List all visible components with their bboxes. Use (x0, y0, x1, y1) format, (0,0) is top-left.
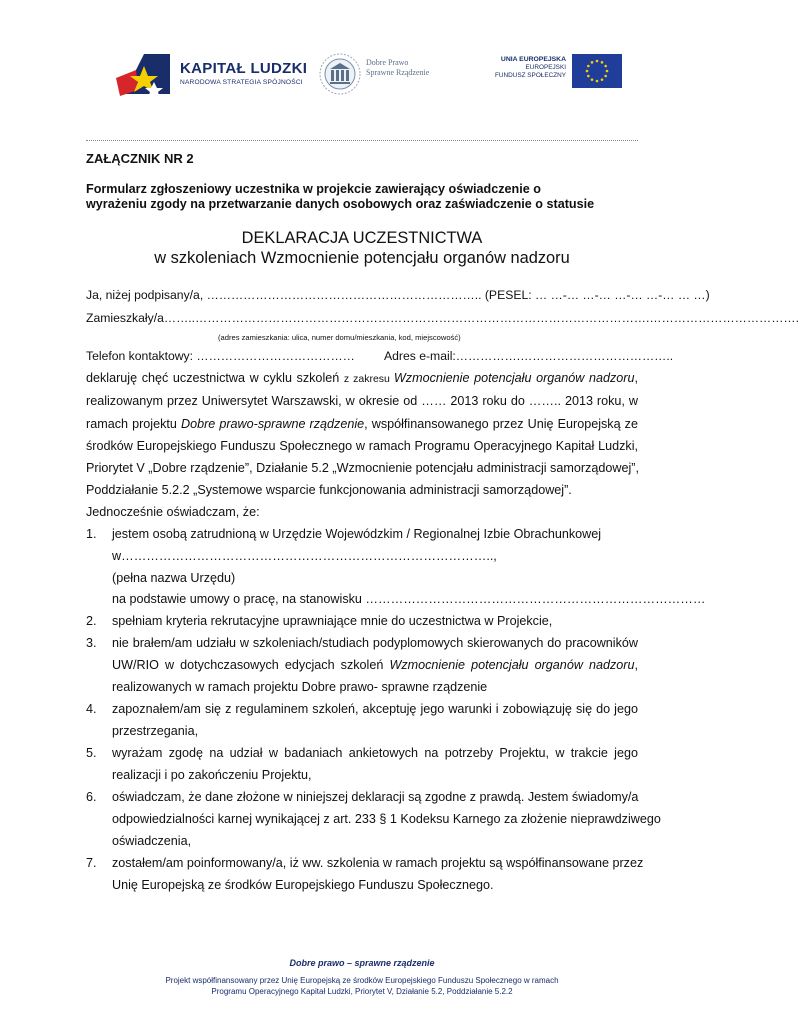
item-5-line1: wyrażam zgodę na udział w badaniach ankietowych na potrzeby Projektu, w trakcie jego (112, 746, 638, 760)
form-title-line1: Formularz zgłoszeniowy uczestnika w projekcie zawierający oświadczenie o (86, 182, 541, 196)
item-7-line1: zostałem/am poinformowany/a, iż ww. szkolenia w ramach projektu są współfinansowane przez (112, 856, 644, 870)
phone-field[interactable]: Telefon kontaktowy: ………………………………… (86, 349, 355, 363)
annex-label: ZAŁĄCZNIK NR 2 (86, 151, 194, 166)
item-7-line2: Unię Europejską ze środków Europejskiego Funduszu Społecznego. (112, 878, 494, 892)
body-line7: Jednocześnie oświadczam, że: (86, 505, 260, 519)
eu-star-icon (587, 65, 590, 68)
eu-star-icon (601, 78, 604, 81)
eu-star-icon (591, 78, 594, 81)
item-4-line1: zapoznałem/am się z regulaminem szkoleń, akceptuję jego warunki i zobowiązuję się do jego (112, 702, 638, 716)
header-divider (86, 140, 638, 141)
dobre-prawo-text (366, 58, 429, 78)
eu-star-icon (606, 70, 609, 73)
eu-text (482, 56, 566, 80)
item-6-line1: oświadczam, że dane złożone w niniejszej deklaracji są zgodne z prawdą. Jestem świadomy/a (112, 790, 639, 804)
body-line6: Poddziałanie 5.2.2 „Systemowe wsparcie funkcjonowania administracji samorządowej”. (86, 483, 572, 497)
item-6-line2: odpowiedzialności karnej wynikającej z art. 233 § 1 Kodeksu Karnego za złożenie nieprawdziwego (112, 812, 661, 826)
item-5-number: 5. (86, 746, 97, 760)
item-1-number: 1. (86, 527, 97, 541)
eu-logo (482, 54, 632, 94)
item-6-line3: oświadczenia, (112, 834, 192, 848)
item-1-line1: jestem osobą zatrudnioną w Urzędzie Wojewódzkim / Regionalnej Izbie Obrachunkowej (112, 527, 602, 541)
columns-emblem-icon (318, 52, 362, 96)
dobre-prawo-line1: Dobre Prawo (366, 58, 409, 67)
eu-line2: EUROPEJSKI (525, 64, 566, 71)
eu-star-icon (591, 61, 594, 64)
eu-star-icon (604, 65, 607, 68)
name-pesel-field[interactable]: Ja, niżej podpisany/a, ………………………………………………………….. (PESEL: … …-… …-… …-… …-… … …) (86, 288, 710, 302)
eu-flag-icon (572, 54, 622, 88)
item-7-number: 7. (86, 856, 97, 870)
eu-star-icon (596, 80, 599, 83)
kapital-ludzki-subtitle: NARODOWA STRATEGIA SPÓJNOŚCI (180, 79, 303, 86)
kapital-ludzki-title: KAPITAŁ LUDZKI (180, 60, 308, 77)
item-1-line3: (pełna nazwa Urzędu) (112, 571, 236, 585)
email-field[interactable]: Adres e-mail:…………….……………………………….. (384, 349, 674, 363)
header-logos (86, 18, 638, 128)
item-4-line2: przestrzegania, (112, 724, 199, 738)
item-1-workplace-field[interactable]: w…………………………………………………………………………….., (112, 549, 497, 563)
footer-title: Dobre prawo – sprawne rządzenie (289, 958, 435, 968)
item-4-number: 4. (86, 702, 97, 716)
eu-star-icon (587, 75, 590, 78)
item-3-line2: UW/RIO w dotychczasowych edycjach szkoleń Wzmocnienie potencjału organów nadzoru, (112, 658, 639, 672)
item-5-line2: realizacji i po zakończeniu Projektu, (112, 768, 312, 782)
item-3-number: 3. (86, 636, 97, 650)
body-line4: środków Europejskiego Funduszu Społecznego w ramach Programu Operacyjnego Kapitał Ludzki, (86, 439, 638, 453)
address-hint: (adres zamieszkania: ulica, numer domu/mieszkania, kod, miejscowość) (218, 333, 461, 342)
eu-star-icon (604, 75, 607, 78)
eu-line1: UNIA EUROPEJSKA (500, 56, 566, 63)
body-line1: deklaruję chęć uczestnictwa w cyklu szkoleń z zakresu Wzmocnienie potencjału organów nadzoru, (86, 371, 638, 385)
declaration-title: DEKLARACJA UCZESTNICTWA (241, 229, 483, 247)
kapital-ludzki-logo (114, 48, 324, 108)
footer-line1: Projekt współfinansowany przez Unię Europejską ze środków Europejskiego Funduszu Społecznego w ramach (165, 976, 559, 985)
eu-star-icon (601, 61, 604, 64)
form-title-line2: wyrażeniu zgody na przetwarzanie danych osobowych oraz zaświadczenie o statusie (86, 197, 595, 211)
item-1-position-field[interactable]: na podstawie umowy o pracę, na stanowisku ……………………………………………………………………… (112, 592, 706, 606)
eu-star-icon (596, 60, 599, 63)
declaration-subtitle: w szkoleniach Wzmocnienie potencjału organów nadzoru (154, 249, 570, 267)
body-line5: Priorytet V „Dobre rządzenie”, Działanie 5.2 „Wzmocnienie potencjału administracji samorządowej”, (86, 461, 639, 475)
kapital-ludzki-emblem-icon (114, 48, 174, 104)
item-6-number: 6. (86, 790, 97, 804)
address-field[interactable]: Zamieszkały/a……..………………………………………………………………………………………………….………………………………. (86, 311, 799, 325)
item-3-line3: realizowanych w ramach projektu Dobre prawo- sprawne rządzenie (112, 680, 488, 694)
dobre-prawo-line2: Sprawne Rządzenie (366, 68, 430, 77)
body-line3: ramach projektu Dobre prawo-sprawne rządzenie, współfinansowanego przez Unię Europejską ze (86, 417, 638, 431)
item-2-number: 2. (86, 614, 97, 628)
eu-line3: FUNDUSZ SPOŁECZNY (494, 72, 566, 79)
eu-star-icon (586, 70, 589, 73)
dobre-prawo-logo (318, 52, 448, 96)
body-line2: realizowanym przez Uniwersytet Warszawski, w okresie od …… 2013 roku do …….. 2013 roku, w (86, 394, 638, 408)
item-2-line1: spełniam kryteria rekrutacyjne uprawniające mnie do uczestnictwa w Projekcie, (112, 614, 553, 628)
footer-line2: Programu Operacyjnego Kapitał Ludzki, Priorytet V, Działanie 5.2, Poddziałanie 5.2.2 (211, 987, 513, 996)
item-3-line1: nie brałem/am udziału w szkoleniach/studiach podyplomowych skierowanych do pracowników (112, 636, 638, 650)
